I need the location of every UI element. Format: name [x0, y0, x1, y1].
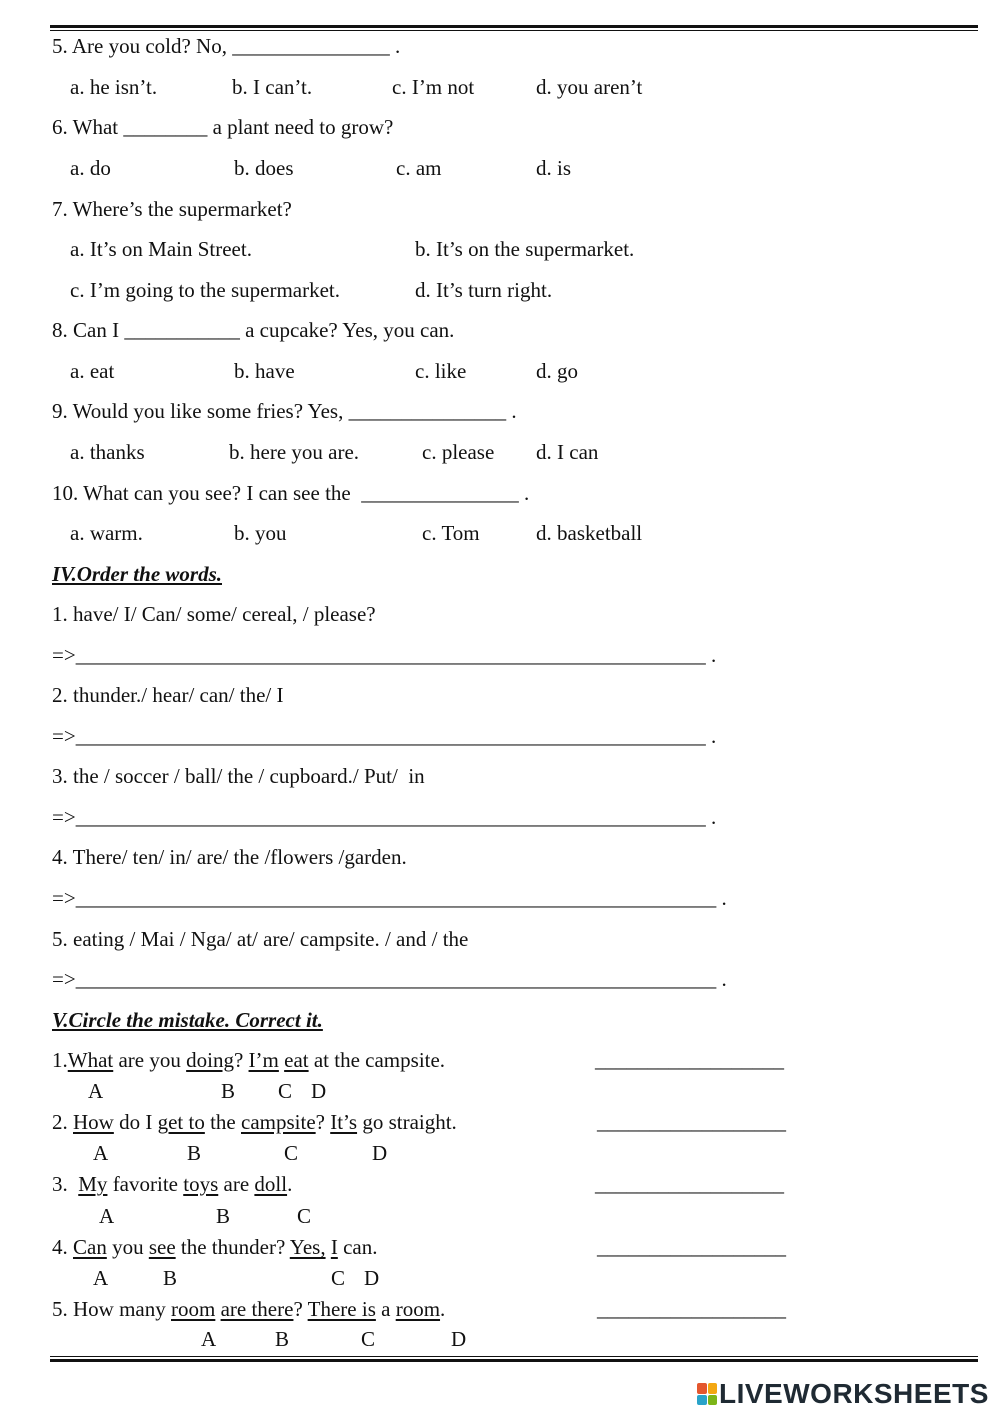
- question-9: 9. Would you like some fries? Yes, _______________ .: [52, 399, 517, 423]
- mistake-sentence-5: 5. How many room are there? There is a room.: [52, 1297, 446, 1321]
- order-item-5: 5. eating / Mai / Nga/ at/ are/ campsite. / and / the: [52, 927, 469, 951]
- option-c[interactable]: I’m: [248, 1048, 279, 1072]
- option-c[interactable]: doll: [254, 1172, 288, 1196]
- letter-d: D: [372, 1141, 388, 1165]
- letter-c: C: [297, 1204, 312, 1228]
- option-c[interactable]: Yes,: [289, 1235, 326, 1259]
- logo-text: LIVEWORKSHEETS: [719, 1378, 989, 1409]
- letter-d: D: [364, 1266, 380, 1290]
- letter-c: C: [361, 1327, 376, 1351]
- answer-blank[interactable]: ____________________________________________________________ .: [75, 643, 717, 667]
- q5-option-c[interactable]: c. I’m not: [392, 75, 475, 99]
- order-answer-3[interactable]: [52, 805, 716, 829]
- option-b[interactable]: see: [148, 1235, 176, 1259]
- q8-option-b[interactable]: b. have: [234, 359, 295, 383]
- answer-blank[interactable]: ____________________________________________________________ .: [75, 805, 717, 829]
- mistake-sentence-4: 4. Can you see the thunder? Yes, I can.: [52, 1235, 378, 1259]
- letter-c: C: [278, 1079, 293, 1103]
- answer-blank[interactable]: _____________________________________________________________ .: [75, 967, 727, 991]
- letter-a: A: [201, 1327, 217, 1351]
- q10-option-b[interactable]: b. you: [234, 521, 287, 545]
- letter-a: A: [88, 1079, 104, 1103]
- top-rule-2: [50, 30, 978, 31]
- q6-option-c[interactable]: c. am: [396, 156, 442, 180]
- q7-option-b[interactable]: b. It’s on the supermarket.: [415, 237, 635, 261]
- option-d[interactable]: eat: [284, 1048, 309, 1072]
- option-d[interactable]: It’s: [330, 1110, 358, 1134]
- correction-blank-2[interactable]: __________________: [597, 1110, 786, 1134]
- letter-c: C: [331, 1266, 346, 1290]
- top-rule-1: [50, 25, 978, 28]
- liveworksheets-logo[interactable]: [697, 1378, 995, 1410]
- q8-option-c[interactable]: c. like: [415, 359, 467, 383]
- answer-blank[interactable]: ____________________________________________________________ .: [75, 724, 717, 748]
- letter-a: A: [93, 1266, 109, 1290]
- option-b[interactable]: doing: [186, 1048, 234, 1072]
- letter-b: B: [275, 1327, 290, 1351]
- arrow-label: =>: [52, 724, 76, 748]
- order-answer-1[interactable]: [52, 643, 716, 667]
- q6-option-d[interactable]: d. is: [536, 156, 572, 180]
- order-answer-4[interactable]: [52, 886, 727, 910]
- correction-blank-3[interactable]: __________________: [595, 1172, 784, 1196]
- q7-option-c[interactable]: c. I’m going to the supermarket.: [70, 278, 341, 302]
- option-a[interactable]: My: [78, 1172, 108, 1196]
- answer-blank[interactable]: _____________________________________________________________ .: [75, 886, 727, 910]
- option-b[interactable]: are there: [220, 1297, 294, 1321]
- question-5: 5. Are you cold? No, _______________ .: [52, 34, 401, 58]
- q9-option-d[interactable]: d. I can: [536, 440, 599, 464]
- option-a[interactable]: How: [73, 1110, 114, 1134]
- order-answer-5[interactable]: [52, 967, 727, 991]
- q10-option-d[interactable]: d. basketball: [536, 521, 643, 545]
- q8-option-d[interactable]: d. go: [536, 359, 578, 383]
- option-a[interactable]: What: [67, 1048, 114, 1072]
- liveworksheets-logo-icon: [697, 1383, 717, 1405]
- arrow-label: =>: [52, 805, 76, 829]
- q6-option-b[interactable]: b. does: [234, 156, 294, 180]
- option-a[interactable]: room: [171, 1297, 216, 1321]
- section-5-heading: V.Circle the mistake. Correct it.: [52, 1008, 323, 1032]
- letter-b: B: [221, 1079, 236, 1103]
- q9-option-c[interactable]: c. please: [422, 440, 495, 464]
- question-8: 8. Can I ___________ a cupcake? Yes, you can.: [52, 318, 455, 342]
- q10-option-c[interactable]: c. Tom: [422, 521, 480, 545]
- q5-option-b[interactable]: b. I can’t.: [232, 75, 313, 99]
- section-4-heading: IV.Order the words.: [52, 562, 222, 586]
- option-d[interactable]: I: [330, 1235, 338, 1259]
- option-b[interactable]: toys: [183, 1172, 219, 1196]
- option-d[interactable]: room: [395, 1297, 441, 1321]
- q5-option-a[interactable]: a. he isn’t.: [70, 75, 158, 99]
- mistake-sentence-2: 2. How do I get to the campsite? It’s go straight.: [52, 1110, 457, 1134]
- question-10: 10. What can you see? I can see the _______________ .: [52, 481, 530, 505]
- letter-a: A: [93, 1141, 109, 1165]
- mistake-sentence-3: 3. My favorite toys are doll.: [52, 1172, 293, 1196]
- question-6: 6. What ________ a plant need to grow?: [52, 115, 394, 139]
- letter-b: B: [163, 1266, 178, 1290]
- letter-d: D: [451, 1327, 467, 1351]
- option-c[interactable]: There is: [307, 1297, 376, 1321]
- q10-option-a[interactable]: a. warm.: [70, 521, 143, 545]
- option-a[interactable]: Can: [73, 1235, 107, 1259]
- q9-option-b[interactable]: b. here you are.: [229, 440, 360, 464]
- mistake-sentence-1: 1.What are you doing? I’m eat at the campsite.: [52, 1048, 446, 1072]
- order-item-4: 4. There/ ten/ in/ are/ the /flowers /garden.: [52, 845, 407, 869]
- order-item-1: 1. have/ I/ Can/ some/ cereal, / please?: [52, 602, 376, 626]
- q6-option-a[interactable]: a. do: [70, 156, 111, 180]
- letter-b: B: [187, 1141, 202, 1165]
- order-item-3: 3. the / soccer / ball/ the / cupboard./ Put/ in: [52, 764, 425, 788]
- option-c[interactable]: campsite: [241, 1110, 316, 1134]
- correction-blank-5[interactable]: __________________: [597, 1297, 786, 1321]
- arrow-label: =>: [52, 886, 76, 910]
- arrow-label: =>: [52, 967, 76, 991]
- letter-c: C: [284, 1141, 299, 1165]
- bottom-rule-1: [50, 1356, 978, 1357]
- letter-d: D: [311, 1079, 327, 1103]
- question-7: 7. Where’s the supermarket?: [52, 197, 292, 221]
- correction-blank-1[interactable]: __________________: [595, 1048, 784, 1072]
- q9-option-a[interactable]: a. thanks: [70, 440, 145, 464]
- option-b[interactable]: get to: [157, 1110, 205, 1134]
- q5-option-d[interactable]: d. you aren’t: [536, 75, 643, 99]
- letter-b: B: [216, 1204, 231, 1228]
- q8-option-a[interactable]: a. eat: [70, 359, 115, 383]
- letter-a: A: [99, 1204, 115, 1228]
- correction-blank-4[interactable]: __________________: [597, 1235, 786, 1259]
- order-item-2: 2. thunder./ hear/ can/ the/ I: [52, 683, 284, 707]
- arrow-label: =>: [52, 643, 76, 667]
- q7-option-a[interactable]: a. It’s on Main Street.: [70, 237, 252, 261]
- bottom-rule-2: [50, 1359, 978, 1362]
- q7-option-d[interactable]: d. It’s turn right.: [415, 278, 553, 302]
- order-answer-2[interactable]: [52, 724, 716, 748]
